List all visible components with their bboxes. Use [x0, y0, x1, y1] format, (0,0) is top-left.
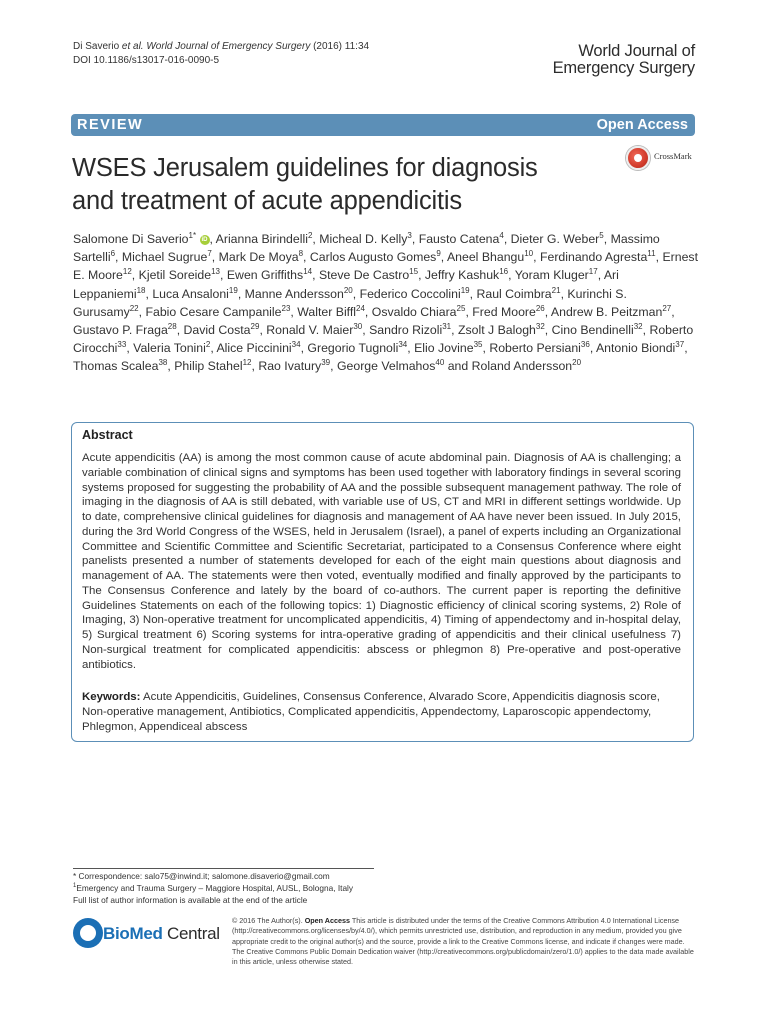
author-name[interactable]: George Velmahos	[336, 359, 436, 374]
author-name[interactable]: Aneel Bhangu	[446, 250, 525, 265]
author-name[interactable]: Ari Leppaniemi	[73, 268, 619, 301]
journal-name-line2: Emergency Surgery	[552, 59, 695, 77]
author-affiliation-sup: 14	[303, 267, 313, 277]
article-type-label: REVIEW	[77, 117, 144, 133]
author-name[interactable]: Arianna Birindelli	[215, 232, 308, 246]
author-name[interactable]: Thomas Scalea	[73, 359, 159, 374]
author-affiliation-sup: 18	[136, 285, 146, 295]
author-affiliation-sup: 15	[409, 267, 419, 277]
author-affiliation-sup: 7	[207, 249, 212, 259]
author-affiliation-sup: 19	[460, 285, 470, 295]
biomed-central-logo	[73, 915, 223, 955]
author-affiliation-sup: 9	[436, 249, 441, 259]
affiliation	[73, 882, 353, 894]
author-affiliation-sup: 32	[535, 321, 545, 331]
author-name[interactable]: Mark De Moya	[218, 250, 299, 265]
author-name[interactable]: Cino Bendinelli	[551, 323, 634, 338]
author-affiliation-sup: 12	[242, 358, 252, 368]
author-affiliation-sup: 26	[535, 303, 545, 313]
article-type-banner	[71, 114, 695, 136]
author-affiliation-sup: 13	[211, 267, 221, 277]
author-affiliation-sup: 27	[662, 303, 672, 313]
author-affiliation-sup: 11	[647, 249, 656, 259]
journal-name-line1: World Journal of	[578, 42, 695, 60]
author-affiliation-sup: 1*	[188, 230, 197, 240]
author-name[interactable]: Walter Biffl	[297, 304, 357, 319]
author-name[interactable]: Gustavo P. Fraga	[73, 323, 168, 338]
author-name[interactable]: Yoram Kluger	[514, 268, 589, 283]
author-name[interactable]: Valeria Tonini	[133, 341, 206, 356]
author-name[interactable]: Roberto Persiani	[489, 341, 581, 356]
citation-line	[73, 40, 369, 54]
author-name[interactable]: Sandro Rizoli	[369, 323, 443, 338]
full-list-note: Full list of author information is available at the end of the article	[73, 895, 308, 905]
keywords-label: Keywords:	[82, 691, 141, 703]
author-affiliation-sup: 12	[122, 267, 132, 277]
author-name[interactable]: Jeffry Kashuk	[424, 268, 500, 283]
author-name[interactable]: Roland Andersson	[471, 359, 573, 374]
author-name[interactable]: Dieter G. Weber	[510, 232, 600, 246]
author-name[interactable]: Kjetil Soreide	[138, 268, 212, 283]
author-name[interactable]: Massimo Sartelli	[73, 232, 660, 265]
author-name[interactable]: Fred Moore	[472, 304, 536, 319]
crossmark-label: CrossMark	[654, 151, 692, 161]
author-affiliation-sup: 25	[456, 303, 466, 313]
affiliation-sup: 1	[73, 883, 77, 890]
author-affiliation-sup: 29	[250, 321, 260, 331]
license-open-access: Open Access	[304, 916, 350, 925]
author-name[interactable]: Ronald V. Maier	[266, 323, 354, 338]
author-affiliation-sup: 23	[281, 303, 291, 313]
author-affiliation-sup: 5	[599, 230, 604, 240]
author-name[interactable]: David Costa	[183, 323, 251, 338]
wordmark-biomed: BioMed	[103, 924, 163, 943]
title-line-2: and treatment of acute appendicitis	[72, 187, 462, 215]
keywords-text: Acute Appendicitis, Guidelines, Consensus Conference, Alvarado Score, Appendicitis diagnosis score, Non-operative management, Antibiotics, Complicated appendicitis, Appendectomy, Laparoscopic appendectomy, Phlegmon, Appendiceal abscess	[82, 691, 660, 733]
citation-volume: (2016) 11:34	[310, 41, 370, 52]
citation-journal: et al. World Journal of Emergency Surgery	[121, 41, 311, 52]
author-affiliation-sup: 20	[343, 285, 353, 295]
author-affiliation-sup: 35	[473, 340, 483, 350]
abstract-box	[71, 422, 694, 742]
author-list: Salomone Di Saverio$^{1*}$ iD , Arianna Birindelli$^2$, Micheal D. Kelly$^3$, Fausto Catena$^4$, Dieter G. Weber$^5$, Massimo Sartelli$^6$, Michael Sugrue$^7$, Mark De Moya$^8$, Carlos Augusto Gomes$^9$, Aneel Bhangu$^{10}$, Ferdinando Agresta$^{11}$, Ernest E. Moore$^{12}$, Kjetil Soreide$^{13}$, Ewen Griffiths$^{14}$, Steve De Castro$^{15}$, Jeffry Kashuk$^{16}$, Yoram Kluger$^{17}$, Ari Leppaniemi$^{18}$, Luca Ansaloni$^{19}$, Manne Andersson$^{20}$, Federico Coccolini$^{19}$, Raul Coimbra$^{21}$, Kurinchi S. Gurusamy$^{22}$, Fabio Cesare Campanile$^{23}$, Walter Biffl$^{24}$, Osvaldo Chiara$^{25}$, Fred Moore$^{26}$, Andrew B. Peitzman$^{27}$, Gustavo P. Fraga$^{28}$, David Costa$^{29}$, Ronald V. Maier$^{30}$, Sandro Rizoli$^{31}$, Zsolt J Balogh$^{32}$, Cino Bendinelli$^{32}$, Roberto Cirocchi$^{33}$, Valeria Tonini$^2$, Alice Piccinini$^{34}$, Gregorio Tugnoli$^{34}$, Elio Jovine$^{35}$, Roberto Persiani$^{36}$, Antonio Biondi$^{37}$, Thomas Scalea$^{38}$, Philip Stahel$^{12}$, Rao Ivatury$^{39}$, George Velmahos$^{40}$ and Roland Andersson$^{20}$	[73, 230, 698, 374]
article-title	[72, 152, 612, 218]
title-line-1: WSES Jerusalem guidelines for diagnosis	[72, 154, 538, 182]
author-name[interactable]: Philip Stahel	[174, 359, 243, 374]
author-affiliation-sup: 30	[353, 321, 363, 331]
author-affiliation-sup: 19	[228, 285, 238, 295]
author-affiliation-sup: 2	[205, 340, 211, 350]
author-affiliation-sup: 17	[588, 267, 598, 277]
citation-header	[73, 40, 369, 68]
author-affiliation-sup: 21	[551, 285, 561, 295]
license-copyright: © 2016 The Author(s).	[232, 916, 305, 925]
open-access-label: Open Access	[596, 117, 688, 133]
doi[interactable]: DOI 10.1186/s13017-016-0090-5	[73, 55, 220, 66]
author-name[interactable]: Ernest E. Moore	[73, 250, 698, 283]
license-body: This article is distributed under the terms of the Creative Commons Attribution 4.0 International License (http://creativecommons.org/licenses/by/4.0/), which permits unrestricted use, distribution, and reproduction in any medium, provided you give appropriate credit to the original author(s) and the source, provide a link to the Creative Commons license, and indicate if changes were made. The Creative Commons Public Domain Dedication waiver (http://creativecommons.org/publicdomain/zero/1.0/) applies to the data made available in this article, unless otherwise stated.	[232, 916, 694, 967]
author-affiliation-sup: 39	[321, 358, 331, 368]
author-affiliation-sup: 6	[110, 249, 116, 259]
author-affiliation-sup: 22	[129, 303, 139, 313]
author-name[interactable]: Andrew B. Peitzman	[550, 304, 663, 319]
author-name[interactable]: Osvaldo Chiara	[371, 304, 457, 319]
author-affiliation-sup: 28	[167, 321, 177, 331]
crossmark-badge[interactable]	[626, 146, 698, 172]
author-name[interactable]: Steve De Castro	[318, 268, 410, 283]
keywords	[82, 690, 681, 734]
author-name[interactable]: Gregorio Tugnoli	[307, 341, 399, 356]
author-name[interactable]: Elio Jovine	[414, 341, 474, 356]
biomed-central-icon	[73, 918, 103, 948]
author-affiliation-sup: 40	[435, 358, 445, 368]
author-affiliation-sup: 16	[499, 267, 509, 277]
author-affiliation-sup: 33	[117, 340, 127, 350]
journal-logo	[553, 43, 695, 77]
footnote-divider	[73, 868, 374, 869]
wordmark-central: Central	[162, 924, 220, 943]
author-affiliation-sup: 4	[499, 230, 504, 240]
author-affiliation-sup: 2	[307, 230, 313, 240]
author-affiliation-sup: 8	[298, 249, 304, 259]
author-affiliation-sup: 20	[572, 358, 582, 368]
author-affiliation-sup: 32	[633, 321, 643, 331]
affiliation-text: Emergency and Trauma Surgery – Maggiore Hospital, AUSL, Bologna, Italy	[76, 883, 354, 893]
author-affiliation-sup: 3	[407, 230, 412, 240]
orcid-icon[interactable]: iD	[201, 236, 208, 243]
author-affiliation-sup: 24	[356, 303, 365, 313]
biomed-central-wordmark	[103, 924, 220, 944]
author-name[interactable]: Roberto Cirocchi	[73, 323, 694, 356]
author-name[interactable]: Micheal D. Kelly	[319, 232, 408, 246]
author-name[interactable]: Michael Sugrue	[121, 250, 208, 265]
author-name[interactable]: Carlos Augusto Gomes	[309, 250, 437, 265]
crossmark-icon	[626, 146, 650, 170]
author-name[interactable]: Kurinchi S. Gurusamy	[73, 286, 627, 319]
author-name[interactable]: Rao Ivatury	[258, 359, 322, 374]
author-affiliation-sup: 34	[291, 340, 301, 350]
author-name[interactable]: Ferdinando Agresta	[539, 250, 648, 265]
author-name[interactable]: Alice Piccinini	[216, 341, 292, 356]
author-name[interactable]: Ewen Griffiths	[226, 268, 304, 283]
author-name[interactable]: Zsolt J Balogh	[457, 323, 536, 338]
citation-authors: Di Saverio	[73, 41, 122, 52]
author-name[interactable]: Raul Coimbra	[476, 286, 552, 301]
author-name[interactable]: Manne Andersson	[244, 286, 344, 301]
abstract-heading: Abstract	[82, 428, 133, 442]
author-name[interactable]: Federico Coccolini	[359, 286, 461, 301]
author-name[interactable]: Antonio Biondi	[595, 341, 676, 356]
author-name[interactable]: Fausto Catena	[418, 232, 500, 246]
abstract-text: Acute appendicitis (AA) is among the most common cause of acute abdominal pain. Diagnosis of AA is challenging; a variable combination of clinical signs and symptoms has been used together with laboratory findings in several scoring systems proposed for suggesting the probability of AA and the possible subsequent management pathway. The role of imaging in the diagnosis of AA is still debated, with variable use of US, CT and MRI in different settings worldwide. Up to date, comprehensive clinical guidelines for diagnosis and management of AA have never been issued. In July 2015, during the 3rd World Congress of the WSES, held in Jerusalem (Israel), a panel of experts including an Organizational Committee and Scientific Committee and Scientific Secretariat, participated to a Consensus Conference where eight panelists presented a number of statements developed for each of the eight main questions about diagnosis and management of AA. The statements were then voted, eventually modified and finally approved by the participants to The Consensus Conference and lately by the board of co-authors. The current paper is reporting the definitive Guidelines Statements on each of the following topics: 1) Diagnostic efficiency of clinical scoring systems, 2) Role of Imaging, 3) Non-operative treatment for uncomplicated appendicitis, 4) Timing of appendectomy and in-hospital delay, 5) Surgical treatment 6) Scoring systems for intra-operative grading of appendicitis and their clinical usefulness 7) Non-surgical treatment for complicated appendicitis: abscess or phlegmon 8) Pre-operative and post-operative antibiotics.	[82, 452, 681, 671]
correspondence: * Correspondence: salo75@inwind.it; salomone.disaverio@gmail.com	[73, 871, 330, 881]
author-affiliation-sup: 36	[580, 340, 590, 350]
license-text	[232, 916, 698, 967]
footnotes	[73, 870, 353, 906]
author-name[interactable]: Luca Ansaloni	[152, 286, 229, 301]
author-affiliation-sup: 34	[398, 340, 408, 350]
author-affiliation-sup: 37	[675, 340, 685, 350]
author-name[interactable]: Salomone Di Saverio	[73, 232, 189, 246]
author-affiliation-sup: 10	[524, 249, 534, 259]
author-affiliation-sup: 38	[158, 358, 168, 368]
author-name[interactable]: Fabio Cesare Campanile	[145, 304, 282, 319]
author-affiliation-sup: 31	[442, 321, 452, 331]
